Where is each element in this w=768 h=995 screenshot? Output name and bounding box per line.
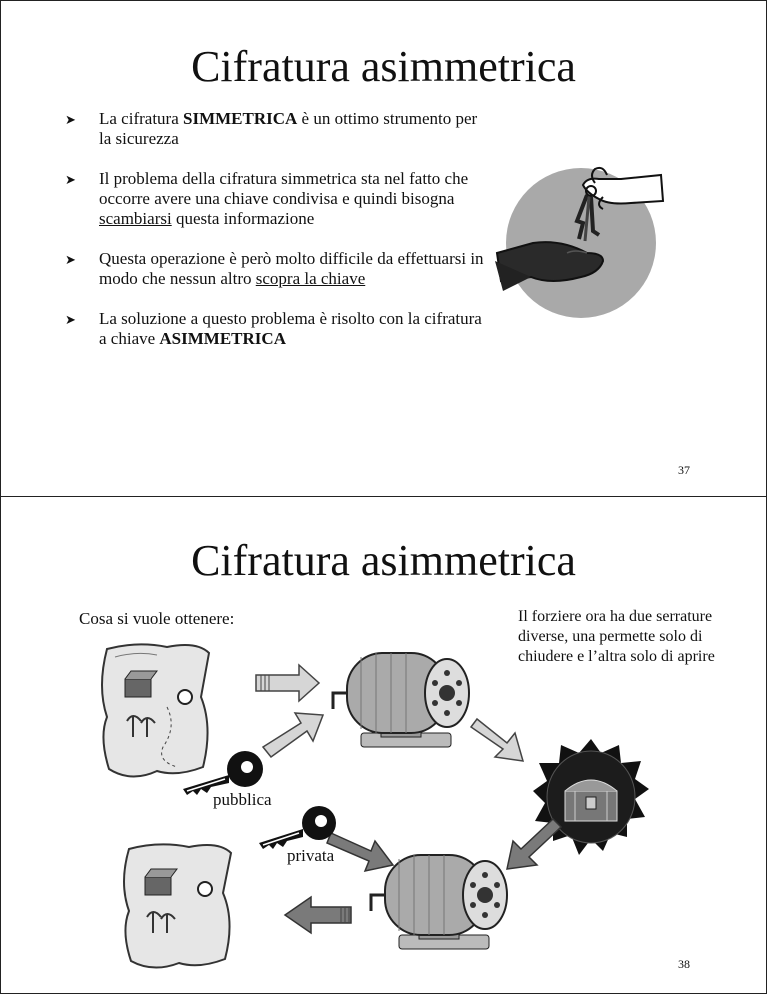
arrow-bullet-icon: ➤ — [65, 172, 76, 187]
arrow-icon — [263, 713, 323, 757]
bullet-list — [65, 109, 485, 369]
key-icon — [255, 803, 341, 851]
slide-37 — [0, 0, 767, 497]
arrow-bullet-icon: ➤ — [65, 112, 76, 127]
page-number: 37 — [678, 463, 690, 477]
bullet-item: ➤ Questa operazione è però molto difficile da effettuarsi in modo che nessun altro scopra la chiave — [65, 249, 484, 288]
bullet-item: ➤ La cifratura SIMMETRICA è un ottimo strumento per la sicurezza — [65, 109, 478, 148]
bullet-item: ➤ La soluzione a questo problema è risolto con la cifratura a chiave ASIMMETRICA — [65, 309, 482, 348]
arrow-icon — [507, 819, 561, 869]
slide-title: Cifratura asimmetrica — [191, 536, 576, 585]
slide-38 — [0, 496, 767, 994]
arrow-icon — [471, 719, 523, 761]
bullet-item: ➤ Il problema della cifratura simmetrica sta nel fatto che occorre avere una chiave condivisa e quindi bisogna scambiarsi questa informazione — [65, 169, 469, 228]
chest-note: Il forziere ora ha due serrature diverse, una permette solo di chiudere e l’altra solo di aprire — [518, 608, 715, 665]
arrow-bullet-icon: ➤ — [65, 312, 76, 327]
caption: Cosa si vuole ottenere: — [79, 609, 235, 628]
hands-passing-keys-icon — [491, 161, 671, 321]
public-key-label: pubblica — [213, 790, 272, 809]
private-key-label: privata — [287, 846, 335, 865]
arrows-layer — [1, 497, 768, 995]
arrow-bullet-icon: ➤ — [65, 252, 76, 267]
slide-title: Cifratura asimmetrica — [191, 42, 576, 91]
page-number: 38 — [678, 957, 690, 971]
